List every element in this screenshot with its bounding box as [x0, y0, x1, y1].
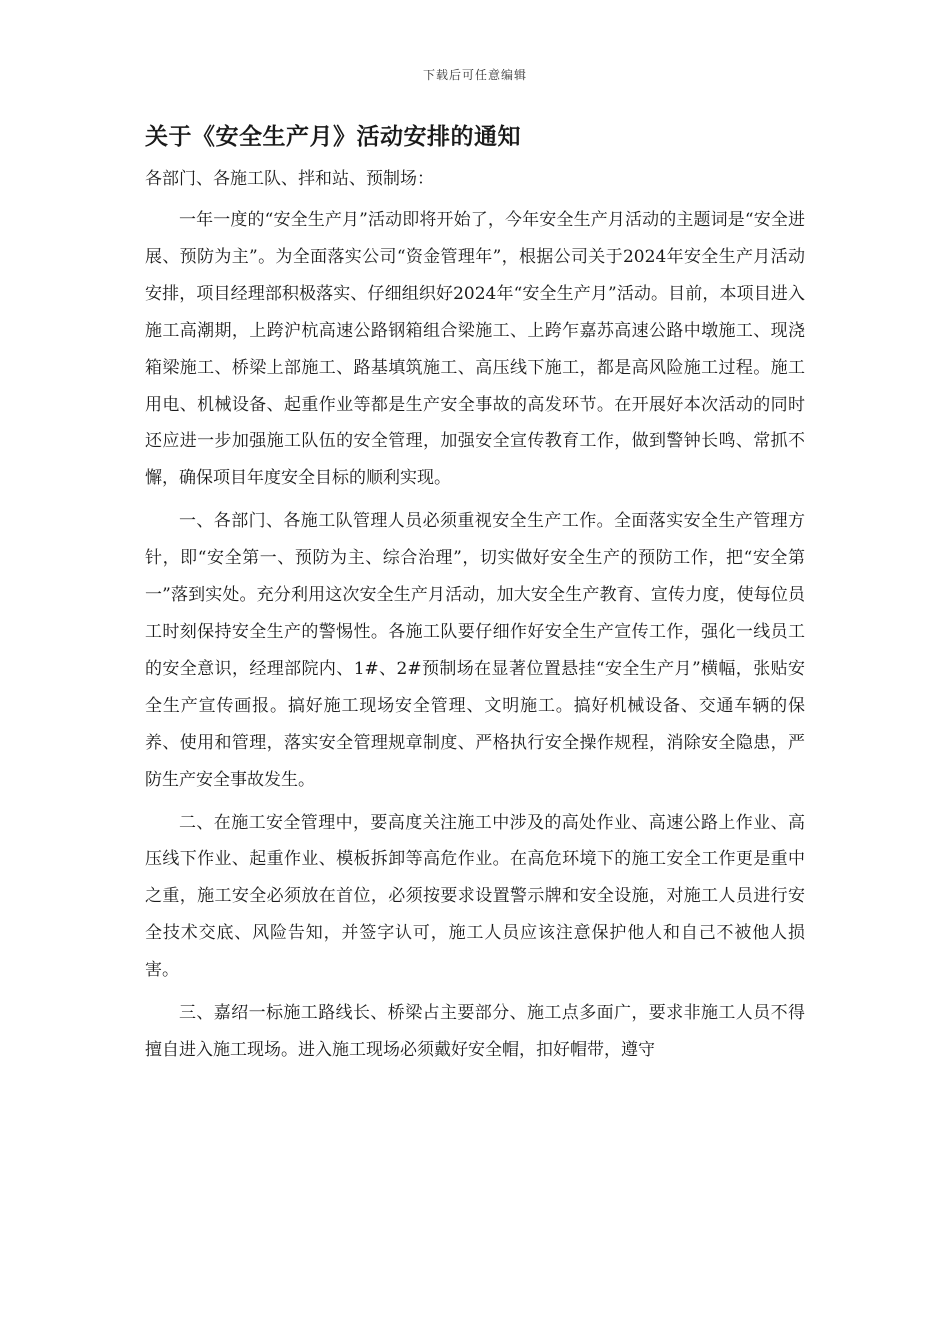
paragraph-item-2: 二、在施工安全管理中，要高度关注施工中涉及的高处作业、高速公路上作业、高压线下作业、起重作业、模板拆卸等高危作业。在高危环境下的施工安全工作更是重中之重，施工安全必须放在首位，必须按要求设置警示牌和安全设施，对施工人员进行安全技术交底、风险告知，并签字认可，施工人员应该注意保护他人和自己不被他人损害。: [145, 812, 805, 981]
salutation: 各部门、各施工队、拌和站、预制场：: [145, 169, 434, 189]
document-title: 关于《安全生产月》活动安排的通知: [145, 123, 521, 150]
paragraph-intro: 一年一度的“安全生产月”活动即将开始了，今年安全生产月活动的主题词是“安全进展、预防为主”。为全面落实公司“资金管理年”，根据公司关于2024年安全生产月活动安排，项目经理部积极落实、仔细组织好2024年“安全生产月”活动。目前，本项目进入施工高潮期，上跨沪杭高速公路钢箱组合梁施工、上跨乍嘉苏高速公路中墩施工、现浇箱梁施工、桥梁上部施工、路基填筑施工、高压线下施工，都是高风险施工过程。施工用电、机械设备、起重作业等都是生产安全事故的高发环节。在开展好本次活动的同时还应进一步加强施工队伍的安全管理，加强安全宣传教育工作，做到警钟长鸣、常抓不懈，确保项目年度安全目标的顺利实现。: [145, 210, 805, 489]
paragraph-item-1: 一、各部门、各施工队管理人员必须重视安全生产工作。全面落实安全生产管理方针，即“安全第一、预防为主、综合治理”，切实做好安全生产的预防工作，把“安全第一”落到实处。充分利用这次安全生产月活动，加大安全生产教育、宣传力度，使每位员工时刻保持安全生产的警惕性。各施工队要仔细作好安全生产宣传工作，强化一线员工的安全意识，经理部院内、1#、2#预制场在显著位置悬挂“安全生产月”横幅，张贴安全生产宣传画报。搞好施工现场安全管理、文明施工。搞好机械设备、交通车辆的保养、使用和管理，落实安全管理规章制度、严格执行安全操作规程，消除安全隐患，严防生产安全事故发生。: [145, 511, 805, 790]
header-note: 下载后可任意编辑: [422, 68, 527, 82]
document-body: [145, 118, 805, 1075]
paragraph-item-3: 三、嘉绍一标施工路线长、桥梁占主要部分、施工点多面广，要求非施工人员不得擅自进入施工现场。进入施工现场必须戴好安全帽，扣好帽带，遵守: [145, 1003, 805, 1060]
